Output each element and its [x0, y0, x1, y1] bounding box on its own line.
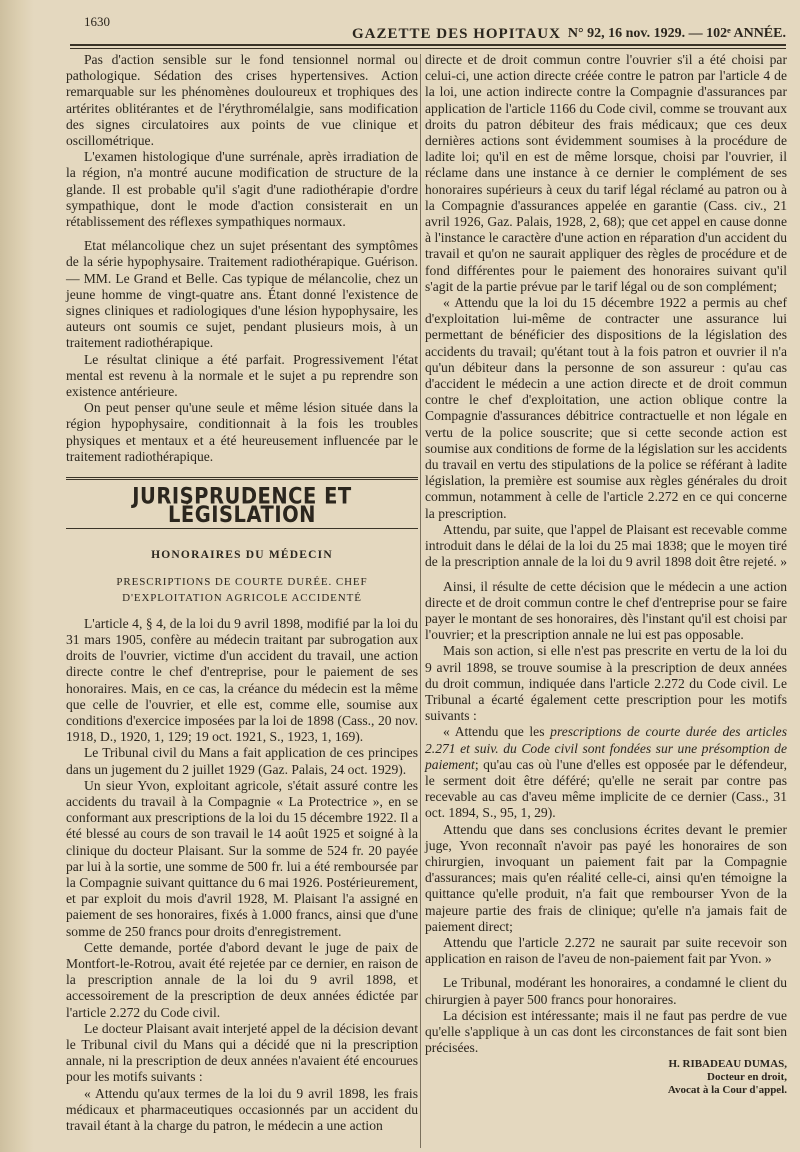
paragraph: Attendu, par suite, que l'appel de Plaisant est recevable comme introduit dans le délai de la loi du 25 mai 1838; que le moyen tiré de la prescription annale de la loi du 9 avril 1898 doit être rejeté. » — [425, 521, 787, 570]
paragraph: Attendu que dans ses conclusions écrites devant le premier juge, Yvon reconnaît n'avoir pas payé les honoraires de son chirurgien, invoquant un paiement fait par la Compagnie d'assurances; mais qu'en réalité celle-ci, ainsi qu'en témoigne la quittance qu'elle produit, n'a fait que rembourser Yvon de la majeure partie des frais de clinique; qu'elle n'a jamais fait de paiement direct; — [425, 821, 787, 934]
signature-name: H. RIBADEAU DUMAS, — [668, 1058, 787, 1071]
paragraph: Le docteur Plaisant avait interjeté appel de la décision devant le Tribunal civil du Mans qui a décidé que ni la prescription annale, ni la prescription de deux années n'avaient été encourues pour les motifs suivants : — [66, 1020, 418, 1085]
page-header — [62, 8, 786, 48]
section-rule — [66, 477, 418, 480]
left-column — [66, 52, 418, 1134]
article-heading: HONORAIRES DU MÉDECIN — [151, 549, 333, 562]
paragraph: Le résultat clinique a été parfait. Progressivement l'état mental est revenu à la normale et le sujet a pu reprendre son existence antérieure. — [66, 351, 418, 400]
issue-info: N° 92, 16 nov. 1929. — 102ᵉ ANNÉE. — [567, 26, 786, 41]
author-signature — [425, 1058, 787, 1097]
signature-title: Docteur en droit, — [707, 1071, 787, 1084]
paragraph: « Attendu qu'aux termes de la loi du 9 avril 1898, les frais médicaux et pharmaceutiques occasionnés par un accident du travail étant à la charge du patron, le médecin a une action — [66, 1085, 418, 1133]
paragraph: Attendu que l'article 2.272 ne saurait par suite recevoir son application en raison de l'aveu de non-paiement fait par Yvon. » — [425, 934, 787, 967]
paragraph: directe et de droit commun contre l'ouvrier s'il a été choisi par celui-ci, une action directe créée contre le patron par l'article 4 de la loi, une action indirecte contre la Compagnie d'assurances par application de l'article 1166 du Code civil, comme se trouvant aux droits du patron débiteur des frais médicaux; que ces deux dernières actions sont évidemment soumises à la procédure de ladite loi; qu'il en est de même lorsque, choisi par l'ouvrier, il réclame dans une instance à ce dernier le complément de ses honoraires supérieurs à ceux du tarif légal réclamé au patron ou à la Compagnie d'assurances appelée en garantie (Cass. civ., 21 avril 1926, Gaz. Palais, 1928, 2, 68); que cet appel en cause donne à l'instance le caractère d'une action en réparation d'un accident du travail et qu'on ne saurait appliquer des règles de procédure et de fond différentes pour le paiement des honoraires suivant qu'il s'agit de la partie prévue par le tarif légal ou de son complément; — [425, 52, 787, 294]
paragraph: Pas d'action sensible sur le fond tensionnel normal ou pathologique. Sédation des crises hypertensives. Action remarquable sur les phénomènes douloureux et trophiques des artérites oblitérantes et de l'érythromélalgie, sans modification des signes circulatoires aux points de vue clinique et oscillométrique. — [66, 52, 418, 149]
paragraph: L'article 4, § 4, de la loi du 9 avril 1898, modifié par la loi du 31 mars 1905, confère au médecin traitant par subrogation aux droits de l'ouvrier, victime d'un accident du travail, une action directe contre le chef d'entreprise, pour le paiement de ses honoraires. Mais, en ce cas, la créance du médecin est la même que celle de l'ouvrier, et elle est, comme elle, soumise aux conditions d'exercice imposées par la loi de 1898 (Cass., 20 nov. 1918, D., 1920, 1, 129; 19 oct. 1921, S., 1923, 1, 169). — [66, 615, 418, 745]
paragraph: La décision est intéressante; mais il ne faut pas perdre de vue qu'elle s'applique à un cas dont les circonstances de fait sont bien précisées. — [425, 1007, 787, 1056]
article-subtitle: PRESCRIPTIONS DE COURTE DURÉE. CHEF D'EXPLOITATION AGRICOLE ACCIDENTÉ — [116, 575, 368, 604]
paragraph: L'examen histologique d'une surrénale, après irradiation de la région, n'a montré aucune modification de structure de la glande. Il est probable qu'il s'agit d'une radiothérapie d'ordre sympathique, dont le mode d'action consisterait en un rétablissement des réflexes sympathiques normaux. — [66, 149, 418, 230]
paragraph: Le Tribunal civil du Mans a fait application de ces principes dans un jugement du 2 juillet 1929 (Gaz. Palais, 24 oct. 1929). — [66, 745, 418, 777]
journal-title: GAZETTE DES HOPITAUX — [352, 26, 561, 42]
section-rule — [66, 528, 418, 529]
paragraph: Ainsi, il résulte de cette décision que le médecin a une action directe et de droit commun contre le chef d'entreprise pour se faire payer le montant de ses honoraires, dès l'instant qu'il est choisi par l'ouvrier; et la prescription annale ne lui est pas opposable. — [425, 578, 787, 643]
paragraph: Le Tribunal, modérant les honoraires, a condamné le client du chirurgien à payer 500 francs pour honoraires. — [425, 975, 787, 1007]
paragraph: Cette demande, portée d'abord devant le juge de paix de Montfort-le-Rotrou, avait été rejetée par ce dernier, en raison de la prescription annale de la loi du 9 avril 1898, et accessoirement de la prescription de deux années édictée par l'article 2.272 du Code civil. — [66, 939, 418, 1020]
header-rule-thin — [70, 48, 786, 49]
right-column — [425, 52, 787, 1097]
paragraph: Etat mélancolique chez un sujet présentant des symptômes de la série hypophysaire. Traitement radiothérapique. Guérison. — MM. Le Grand et Belle. Cas typique de mélancolie, chez un jeune homme de vingt-quatre ans. Étant donné l'existence de signes cliniques et radiologiques d'une lésion hypophysaire, les auteurs ont soumis ce sujet, pendant plusieurs mois, à un traitement radiothérapique. — [66, 238, 418, 351]
paragraph: « Attendu que la loi du 15 décembre 1922 a permis au chef d'exploitation lui-même de contracter une assurance lui permettant de bénéficier des dispositions de la législation des accidents du travail; qu'étant tout à la fois patron et ouvrier il n'a qu'un débiteur dans la personne de son assureur : qu'au cas d'accident le médecin a une action directe et de droit commun contre le chef d'exploitation, une action oblique contre la Compagnie d'assurances débitrice contractuelle et non légale en vertu de la police souscrite; que si cette seconde action est soumise aux conditions de forme de la législation sur les accidents du travail en vertu des stipulations de la police se référant à ladite législation, la première est soumise aux règles générales du droit commun, notamment à celle de l'article 2.272 en ce qui concerne la prescription. — [425, 295, 787, 521]
section-title: JURISPRUDENCE ET LÉGISLATION — [132, 483, 352, 529]
page-number: 1630 — [84, 14, 110, 29]
column-divider — [420, 54, 421, 1148]
paragraph: Un sieur Yvon, exploitant agricole, s'était assuré contre les accidents du travail à la Compagnie « La Protectrice », en se conformant aux prescriptions de la loi du 15 décembre 1922. Il a été blessé au cours de son travail le 14 août 1925 et soigné à la clinique du docteur Plaisant. Sur la somme de 524 fr. 20 payée par lui à la sortie, une somme de 500 fr. lui a été remboursée par la Compagnie suivant quittance du 6 mai 1926. Postérieurement, et par exploit du mois d'avril 1928, M. Plaisant l'a assigné en paiement de ses honoraires, fixés à 1.000 francs, ainsi que d'une somme de 250 francs pour droits d'enregistrement. — [66, 777, 418, 939]
paragraph: On peut penser qu'une seule et même lésion située dans la région hypophysaire, conditionnait à la fois les troubles physiques et mentaux et a été heureusement influencée par le traitement radiothérapique. — [66, 400, 418, 464]
header-rule — [70, 44, 786, 46]
signature-role: Avocat à la Cour d'appel. — [667, 1084, 787, 1097]
paragraph: Mais son action, si elle n'est pas prescrite en vertu de la loi du 9 avril 1898, se trouve soumise à la prescription de deux années du droit commun, indiquée dans l'article 2.272 du Code civil. Le Tribunal a écarté également cette prescription pour les motifs suivants : — [425, 643, 787, 724]
italic-citation: prescriptions de courte durée des articles 2.271 et suiv. du Code civil sont fondées sur une présomption de paiement — [425, 724, 787, 772]
paragraph: « Attendu que les prescriptions de courte durée des articles 2.271 et suiv. du Code civil sont fondées sur une présomption de paiement; qu'au cas où l'une d'elles est opposée par le défendeur, le serment doit être déféré; qu'elle ne serait par contre pas recevable au cas d'aveu même implicite de ce dernier (Cass., 31 oct. 1894, S., 95, 1, 29). — [425, 724, 787, 821]
section-heading-block — [66, 477, 418, 529]
